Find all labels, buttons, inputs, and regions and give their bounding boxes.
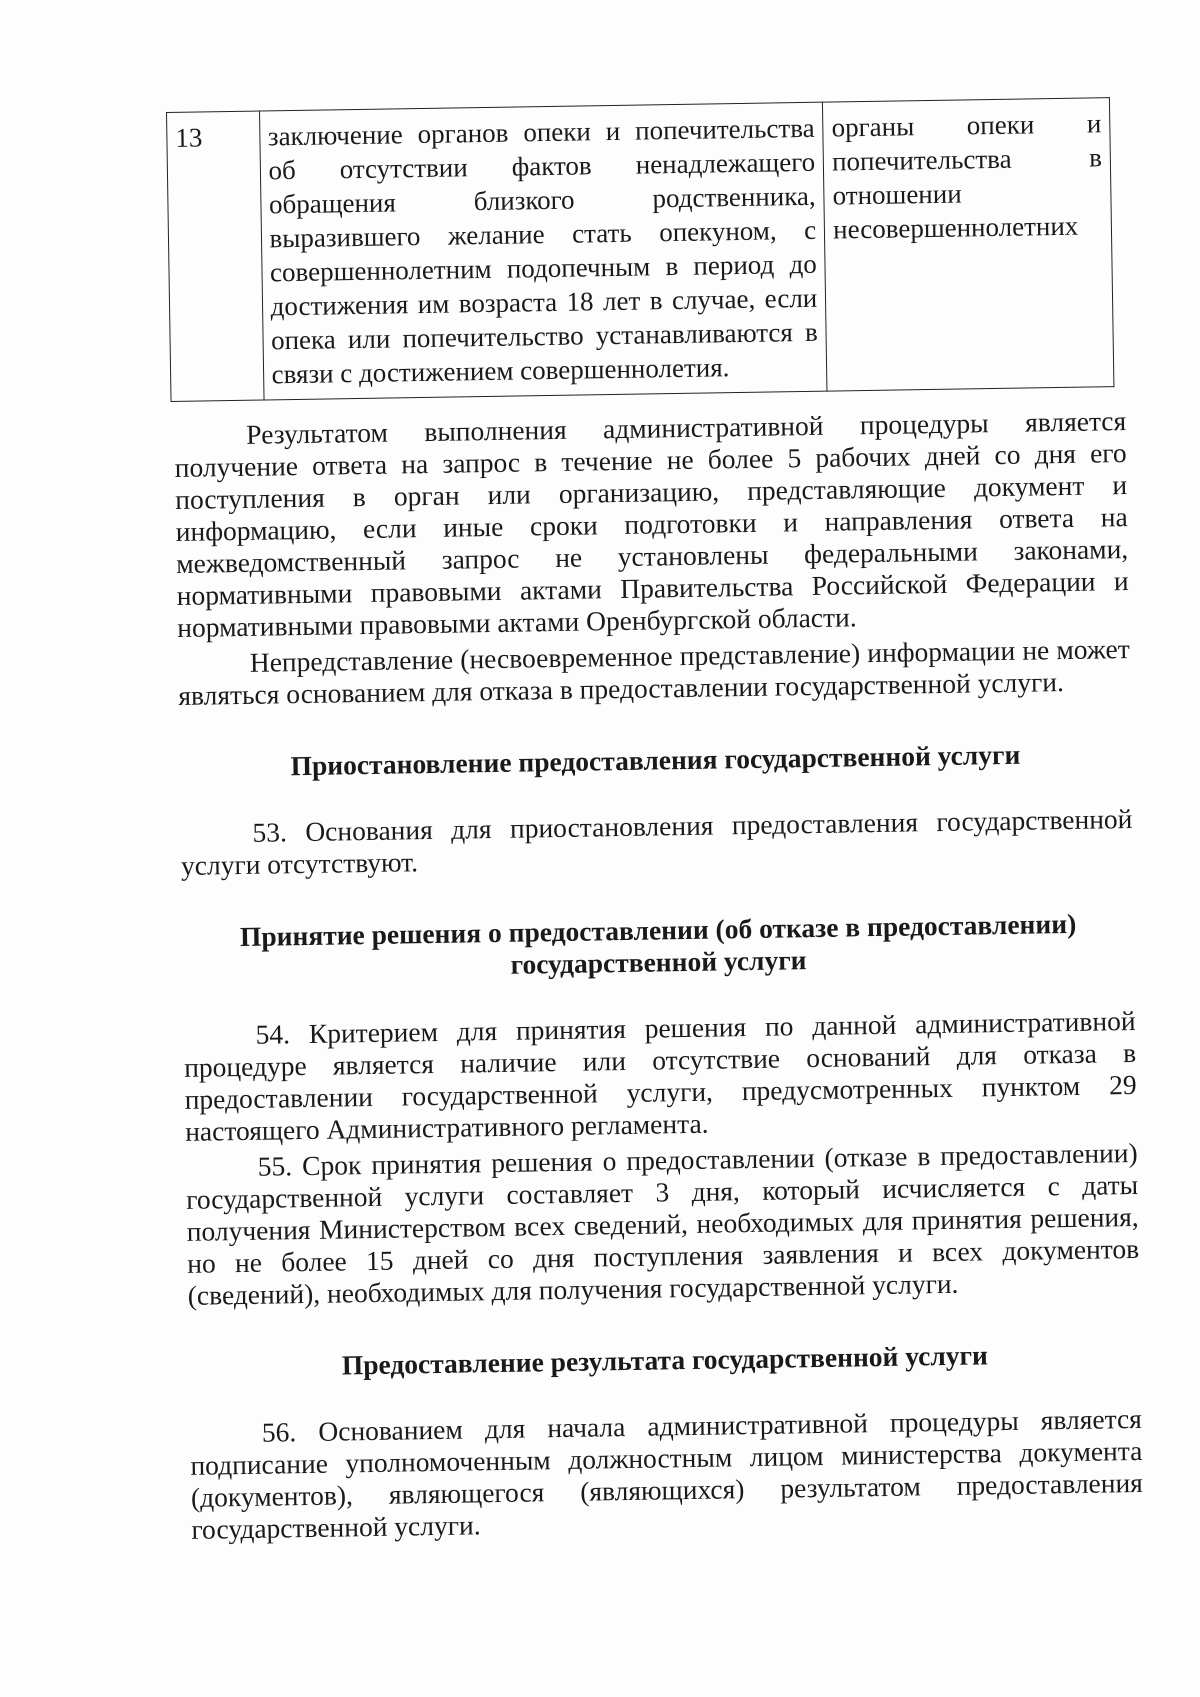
paragraph-53: 53. Основания для приостановления предоставления государственной услуги отсутствуют. bbox=[180, 802, 1133, 881]
heading-decision-line2: государственной услуги bbox=[510, 944, 807, 980]
paragraph-55: 55. Срок принятия решения о предоставлении (отказе в предоставлении) государственной услуги составляет 3 дня, который исчисляется с даты получения Министерством всех сведений, необходимых для принятия решения, но не более 15 дней со дня поступления заявления и всех документов (сведений), необходимых для получения государственной услуги. bbox=[186, 1136, 1140, 1311]
row-number-cell: 13 bbox=[167, 111, 264, 401]
row-authority-cell: органы опеки и попечительства в отношении несовершеннолетних bbox=[823, 98, 1114, 391]
heading-decision-line1: Принятие решения о предоставлении (об отказе в предоставлении) bbox=[239, 907, 1077, 953]
table-row bbox=[167, 98, 1114, 402]
paragraph-54: 54. Критерием для принятия решения по данной административной процедуре является наличие или отсутствие оснований для отказа в предоставлении государственной услуги, предусмотренных пунктом 29 настоящего Административного регламента. bbox=[183, 1004, 1137, 1147]
heading-result-provision: Предоставление результата государственной услуги bbox=[341, 1339, 989, 1381]
documents-table bbox=[166, 97, 1114, 402]
row-description-cell: заключение органов опеки и попечительства об отсутствии фактов ненадлежащего обращения близкого родственника, выразившего желание стать опекуном, с совершеннолетним подопечным в период до достижения им возраста 18 лет в случае, если опека или попечительство устанавливаются в связи с достижением совершеннолетия. bbox=[259, 102, 827, 400]
document-body bbox=[174, 405, 1144, 1546]
paragraph-56: 56. Основанием для начала административной процедуры является подписание уполномоченным должностным лицом министерства документа (документов), являющегося (являющихся) результатом предоставления государственной услуги. bbox=[190, 1402, 1144, 1545]
heading-suspension: Приостановление предоставления государственной услуги bbox=[290, 738, 1021, 782]
paragraph-result: Результатом выполнения административной процедуры является получение ответа на запрос в течение не более 5 рабочих дней со дня его поступления в орган или организацию, представляющие документ и информацию, если иные сроки подготовки и направления ответа на межведомственный запрос не установлены федеральными законами, нормативными правовыми актами Правительства Российской Федерации и нормативными правовыми актами Оренбургской области. bbox=[174, 405, 1129, 643]
paragraph-non-submission: Непредставление (несвоевременное представление) информации не может являться основанием для отказа в предоставлении государственной услуги. bbox=[178, 633, 1130, 711]
